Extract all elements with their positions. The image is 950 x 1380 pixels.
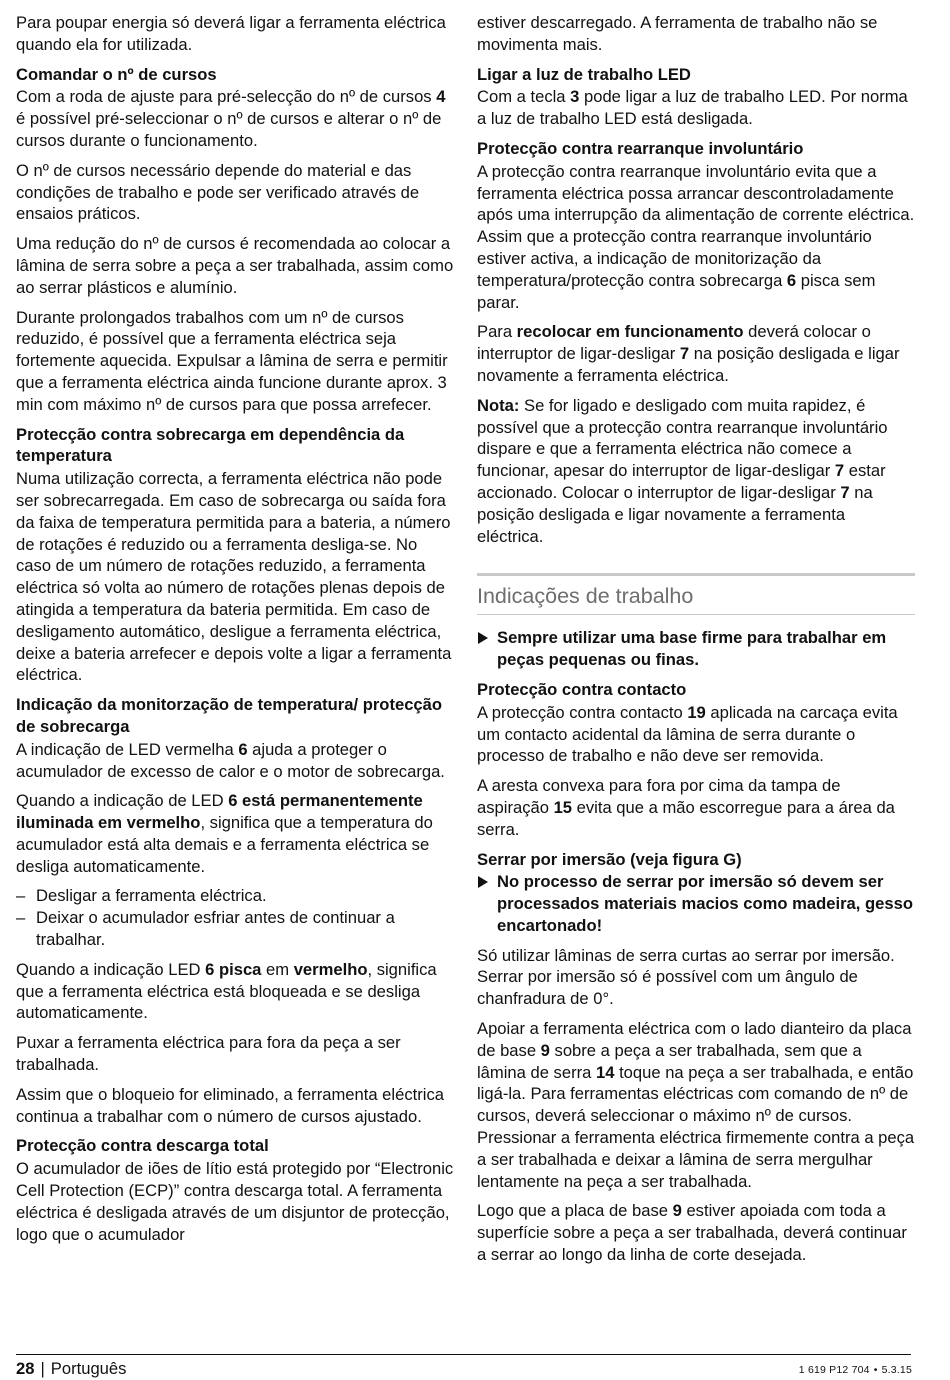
footer-doc-info (799, 1363, 912, 1377)
footer-bullet: • (873, 1364, 878, 1376)
paragraph-plunge-2: Apoiar a ferramenta eléctrica com o lado dianteiro da placa de base 9 sobre a peça a ser trabalhada, sem que a lâmina de serra 14 toque na peça a ser trabalhada, e então ligá-la. Para ferramentas eléctricas com comando de nº de cursos, deverá seleccionar o máximo nº de cursos. Pressionar a ferramenta eléctrica firmemente contra a peça a ser trabalhada e deixar a lâmina de serra mergulhar lentamente na peça a ser trabalhada. (477, 1019, 915, 1191)
paragraph-plunge-3: Logo que a placa de base 9 estiver apoiada com toda a superfície sobre a peça a ser trabalhada, deverá continuar a serrar ao longo da linha de corte desejada. (477, 1201, 907, 1265)
paragraph-energy: Para poupar energia só deverá ligar a ferramenta eléctrica quando ela for utilizada. (16, 13, 446, 54)
paragraph-monitor-5: Assim que o bloqueio for eliminado, a ferramenta eléctrica continua a trabalhar com o número de cursos ajustado. (16, 1084, 444, 1126)
left-column (16, 12, 454, 1245)
paragraph-led: Com a tecla 3 pode ligar a luz de trabalho LED. Por norma a luz de trabalho LED está desligada. (477, 87, 908, 129)
heading-led-light: Ligar a luz de trabalho LED (477, 64, 691, 84)
heading-contact-protection: Protecção contra contacto (477, 679, 687, 699)
paragraph-restart-2: Para recolocar em funcionamento deverá colocar o interruptor de ligar-desligar 7 na posição desligada e ligar novamente a ferramenta eléctrica. (477, 322, 900, 385)
warning-item-soft-materials: No processo de serrar por imersão só devem ser processados materiais macios como madeira, gesso encartonado! (477, 871, 915, 936)
paragraph-monitor-4: Puxar a ferramenta eléctrica para fora da peça a ser trabalhada. (16, 1033, 401, 1075)
paragraph-contact-2: A aresta convexa para fora por cima da tampa de aspiração 15 evita que a mão escorregue para a área da serra. (477, 776, 895, 839)
paragraph-overload: Numa utilização correcta, a ferramenta eléctrica não pode ser sobrecarregada. Em caso de sobrecarga ou saída fora da faixa de temperatura permitida para a bateria, a número de rotações é reduzido ou a ferramenta desliga-se. No caso de um número de rotações reduzido, a ferramenta eléctrica só volta ao número de rotações plenas depois de atingida a temperatura da bateria permitida. Em caso de desligamento automático, desligue a ferramenta eléctrica, deixe a bateria arrefecer e depois volte a ligar a ferramenta eléctrica. (16, 469, 452, 685)
footer-page-label (16, 1359, 126, 1379)
paragraph-plunge-1: Só utilizar lâminas de serra curtas ao serrar por imersão. Serrar por imersão só é possível com um ângulo de chanfradura de 0°. (477, 945, 895, 1009)
list-item: – Desligar a ferramenta eléctrica. (16, 886, 267, 906)
paragraph-monitor-3: Quando a indicação LED 6 pisca em vermelho, significa que a ferramenta eléctrica está bloqueada e se desliga automaticamente. (16, 959, 437, 1023)
dash-list (16, 885, 454, 950)
page-number: 28 (16, 1359, 35, 1378)
right-column (477, 12, 915, 1266)
paragraph-strokes-1: Com a roda de ajuste para pré-selecção do nº de cursos 4 é possível pré-seleccionar o nº de cursos e alterar o nº de cursos durante o funcionamento. (16, 87, 446, 150)
heading-deep-discharge: Protecção contra descarga total (16, 1136, 269, 1156)
paragraph-strokes-4: Durante prolongados trabalhos com um nº de cursos reduzido, é possível que a ferramenta eléctrica seja fortemente aquecida. Expulsar a lâmina de serra e permitir que a ferramenta eléctrica ainda funcione durante aprox. 3 min com máximo nº de cursos para que possa arrefecer. (16, 307, 448, 414)
document-code: 1 619 P12 704 (798, 1364, 870, 1376)
paragraph-restart-1: A protecção contra rearranque involuntário evita que a ferramenta eléctrica possa arrancar descontroladamente após uma interrupção da alimentação de corrente eléctrica. Assim que a protecção contra rearranque involuntário estiver activa, a indicação de monitorização da temperatura/protecção contra sobrecarga 6 pisca sem parar. (477, 161, 915, 312)
footer-separator: | (40, 1359, 45, 1378)
document-date: 5.3.15 (881, 1364, 912, 1376)
heading-overload-protection: Protecção contra sobrecarga em dependência da temperatura (16, 424, 405, 466)
heading-restart-protection: Protecção contra rearranque involuntário (477, 138, 804, 158)
footer-divider (16, 1354, 911, 1355)
heading-plunge-cutting: Serrar por imersão (veja figura G) (477, 849, 742, 869)
paragraph-discharge-continued: estiver descarregado. A ferramenta de trabalho não se movimenta mais. (477, 13, 878, 54)
warning-item-firm-base: Sempre utilizar uma base firme para trabalhar em peças pequenas ou finas. (477, 627, 915, 671)
triangle-bullet-icon (478, 632, 488, 644)
paragraph-monitor-1: A indicação de LED vermelha 6 ajuda a proteger o acumulador de excesso de calor e o motor de sobrecarga. (16, 739, 445, 781)
paragraph-strokes-2: O nº de cursos necessário depende do material e das condições de trabalho e pode ser verificado através de ensaios práticos. (16, 160, 420, 224)
paragraph-note: Nota: Se for ligado e desligado com muita rapidez, é possível que a protecção contra rearranque involuntário dispare e que a ferramenta eléctrica não comece a funcionar, apesar do interruptor de ligar-desligar 7 estar accionado. Colocar o interruptor de ligar-desligar 7 na posição desligada e ligar novamente a ferramenta eléctrica. (477, 395, 888, 546)
paragraph-discharge: O acumulador de iões de lítio está protegido por “Electronic Cell Protection (ECP)” contra descarga total. A ferramenta eléctrica é desligada através de um disjuntor de protecção, logo que o acumulador (16, 1159, 454, 1244)
section-title-working-advice: Indicações de trabalho (477, 584, 694, 609)
paragraph-contact-1: A protecção contra contacto 19 aplicada na carcaça evita um contacto acidental da lâmina de serra durante o processo de trabalho e não deve ser removida. (477, 702, 898, 766)
paragraph-strokes-3: Uma redução do nº de cursos é recomendada ao colocar a lâmina de serra sobre a peça a ser trabalhada, assim como ao serrar plásticos e alumínio. (16, 234, 454, 297)
section-underline (477, 614, 915, 615)
section-divider (477, 573, 915, 576)
heading-strokes-control: Comandar o nº de cursos (16, 64, 217, 84)
list-item: – Deixar o acumulador esfriar antes de continuar a trabalhar. (16, 908, 395, 950)
footer-language: Português (50, 1359, 127, 1378)
heading-temperature-monitor: Indicação da monitorzação de temperatura/ protecção de sobrecarga (16, 695, 443, 736)
triangle-bullet-icon (478, 876, 488, 888)
paragraph-monitor-2: Quando a indicação de LED 6 está permanentemente iluminada em vermelho, significa que a temperatura do acumulador está alta demais e a ferramenta eléctrica se desliga automaticamente. (16, 791, 433, 876)
